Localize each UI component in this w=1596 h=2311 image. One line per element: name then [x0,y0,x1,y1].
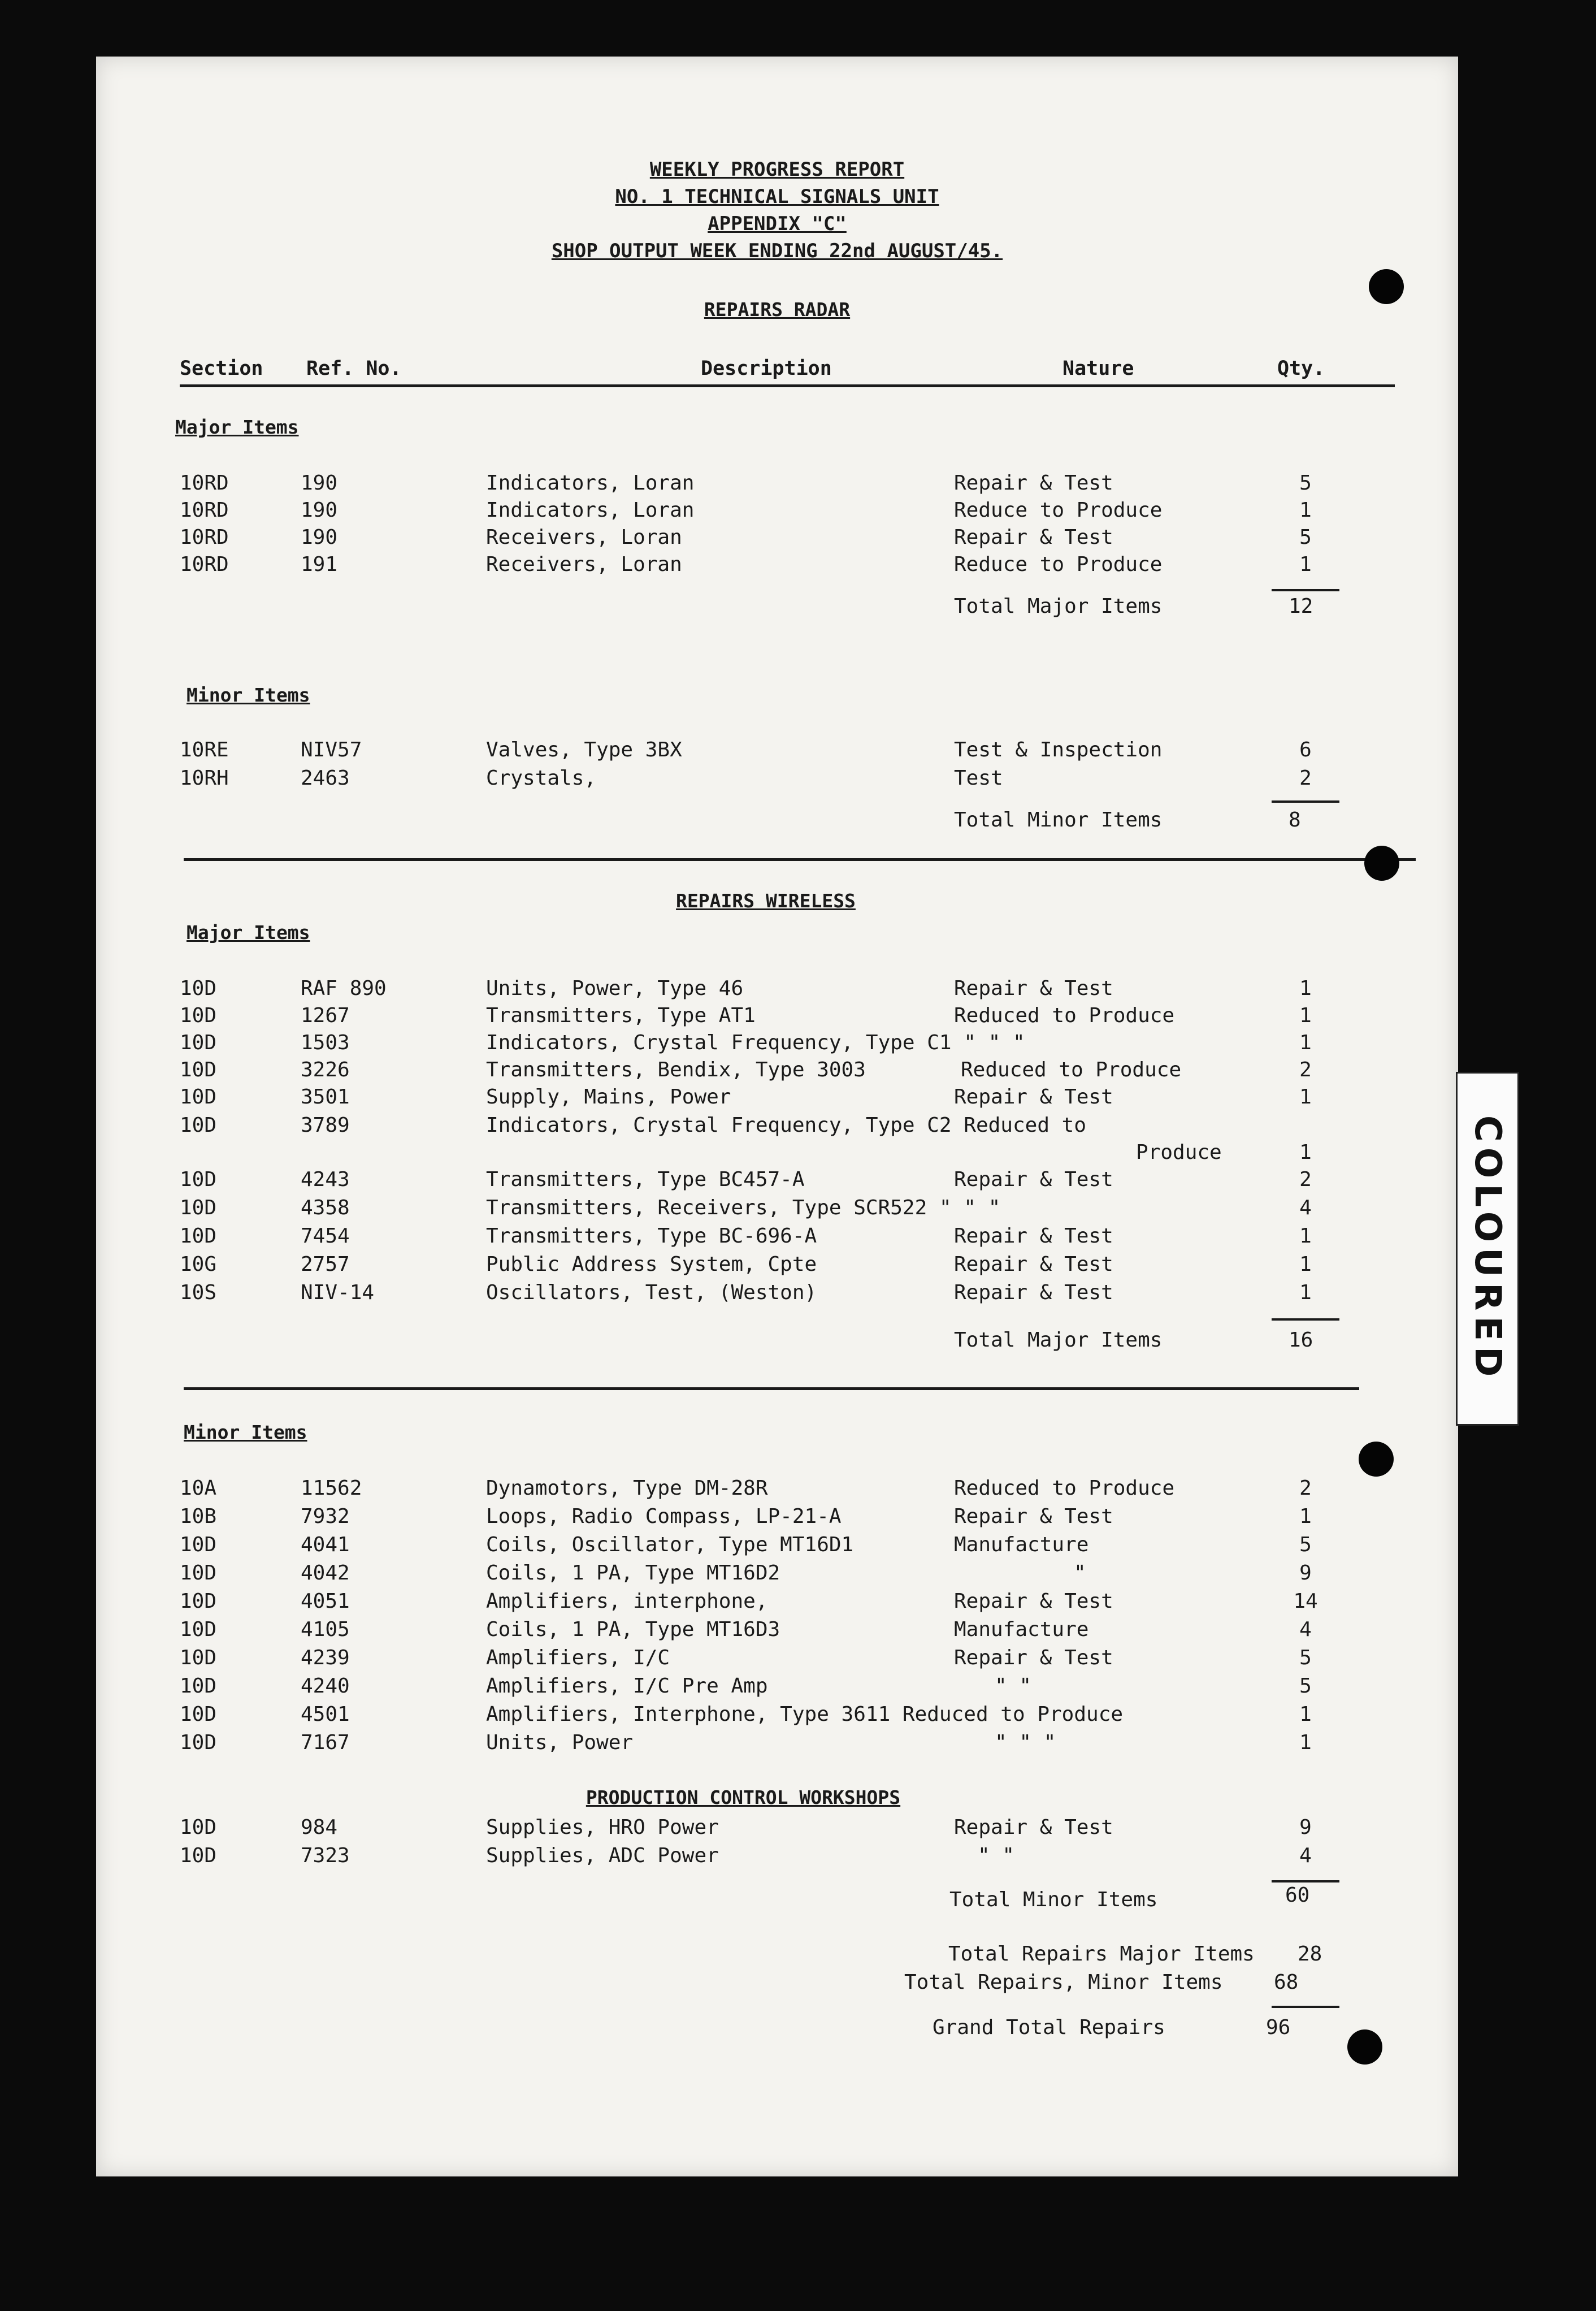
table-row: 10D 4239 Amplifiers, I/C Repair & Test 5 [180,1646,1312,1669]
grand-total-label: Grand Total Repairs [933,2016,1165,2039]
table-row: 10D 1503 Indicators, Crystal Frequency, Type C1 " " " 1 [180,1031,1312,1054]
punch-hole [1347,2029,1382,2065]
table-row: 10D 4501 Amplifiers, Interphone, Type 3611 Reduced to Produce 1 [180,1703,1312,1726]
table-row: 10D 1267 Transmitters, Type AT1 Reduced to Produce 1 [180,1004,1312,1027]
week-ending: SHOP OUTPUT WEEK ENDING 22nd AUGUST/45. [551,240,1003,262]
table-row: 10D 3501 Supply, Mains, Power Repair & Test 1 [180,1085,1312,1109]
wireless-major-label: Major Items [187,921,310,944]
total-repairs-major-label: Total Repairs Major Items [948,1942,1255,1966]
section-title-radar: REPAIRS RADAR [704,298,851,321]
section-title-production: PRODUCTION CONTROL WORKSHOPS [586,1786,901,1808]
table-row: 10A 11562 Dynamotors, Type DM-28R Reduced to Produce 2 [180,1477,1312,1500]
col-ref: Ref. No. [306,357,402,380]
table-row: 10D RAF 890 Units, Power, Type 46 Repair & Test 1 [180,977,1312,1000]
stamp-text: COLOURED [1467,1115,1508,1383]
table-row: 10D 4051 Amplifiers, interphone, Repair & Test 14 [180,1590,1318,1613]
total-rule [1272,1318,1339,1321]
table-row: 10D 7167 Units, Power " " " 1 [180,1731,1312,1754]
table-row: 10RD 191 Receivers, Loran Reduce to Produce 1 [180,553,1312,576]
table-row: 10G 2757 Public Address System, Cpte Repair & Test 1 [180,1253,1312,1276]
section-title-wireless: REPAIRS WIRELESS [676,890,856,912]
table-row: 10D 4042 Coils, 1 PA, Type MT16D2 " 9 [180,1561,1312,1585]
col-description: Description [701,357,832,380]
header-rule [180,384,1395,387]
grand-total-value: 96 [1266,2016,1291,2039]
table-row: 10D 3789 Indicators, Crystal Frequency, Type C2 Reduced to [180,1114,1087,1137]
table-row: 10RD 190 Indicators, Loran Repair & Test 5 [180,471,1312,495]
table-row: 10RE NIV57 Valves, Type 3BX Test & Inspection 6 [180,738,1312,761]
col-qty: Qty. [1277,357,1325,380]
radar-minor-total: 8 [1289,808,1301,832]
table-row: 10RD 190 Indicators, Loran Reduce to Produce 1 [180,499,1312,522]
table-row: 10D 4358 Transmitters, Receivers, Type SCR522 " " " 4 [180,1196,1312,1219]
punch-hole [1359,1442,1394,1477]
total-rule [1272,1880,1339,1882]
table-row: 10D 3226 Transmitters, Bendix, Type 3003 Reduced to Produce 2 [180,1058,1312,1081]
punch-hole [1364,846,1399,881]
table-row: 10D 7323 Supplies, ADC Power " " 4 [180,1844,1312,1867]
table-row: 10D 4041 Coils, Oscillator, Type MT16D1 Manufacture 5 [180,1533,1312,1556]
punch-hole [1369,269,1404,304]
table-row: Produce 1 [1136,1141,1312,1164]
appendix-label: APPENDIX "C" [708,213,847,235]
table-row: 10D 7454 Transmitters, Type BC-696-A Repair & Test 1 [180,1224,1312,1248]
unit-name: NO. 1 TECHNICAL SIGNALS UNIT [615,185,939,208]
total-repairs-minor-value: 68 [1274,1971,1299,1994]
total-repairs-major-value: 28 [1298,1942,1322,1966]
report-title: WEEKLY PROGRESS REPORT [649,158,905,181]
table-row: 10D 4240 Amplifiers, I/C Pre Amp " " 5 [180,1674,1312,1698]
total-repairs-minor-label: Total Repairs, Minor Items [904,1971,1223,1994]
total-rule [1272,2006,1339,2008]
wireless-minor-label: Minor Items [184,1421,307,1443]
col-section: Section [180,357,263,380]
report-page [96,57,1458,2176]
radar-major-total-label: Total Major Items [954,595,1163,618]
table-row: 10RD 190 Receivers, Loran Repair & Test 5 [180,526,1312,549]
table-row: 10B 7932 Loops, Radio Compass, LP-21-A Repair & Test 1 [180,1505,1312,1528]
coloured-stamp [1456,1072,1519,1426]
total-rule [1272,589,1339,591]
table-row: 10D 984 Supplies, HRO Power Repair & Test 9 [180,1816,1312,1839]
radar-minor-label: Minor Items [187,684,310,706]
minor-total: 60 [1285,1884,1310,1907]
table-row: 10D 4105 Coils, 1 PA, Type MT16D3 Manufacture 4 [180,1618,1312,1641]
radar-major-label: Major Items [175,416,299,438]
table-row: 10D 4243 Transmitters, Type BC457-A Repair & Test 2 [180,1168,1312,1191]
section-rule [184,858,1416,861]
total-rule [1272,800,1339,803]
section-rule [184,1387,1359,1390]
table-row: 10RH 2463 Crystals, Test 2 [180,767,1312,790]
minor-total-label: Total Minor Items [949,1888,1158,1911]
col-nature: Nature [1062,357,1134,380]
radar-minor-total-label: Total Minor Items [954,808,1163,832]
radar-major-total: 12 [1289,595,1313,618]
wireless-major-total: 16 [1289,1328,1313,1352]
table-row: 10S NIV-14 Oscillators, Test, (Weston) Repair & Test 1 [180,1281,1312,1304]
wireless-major-total-label: Total Major Items [954,1328,1163,1352]
